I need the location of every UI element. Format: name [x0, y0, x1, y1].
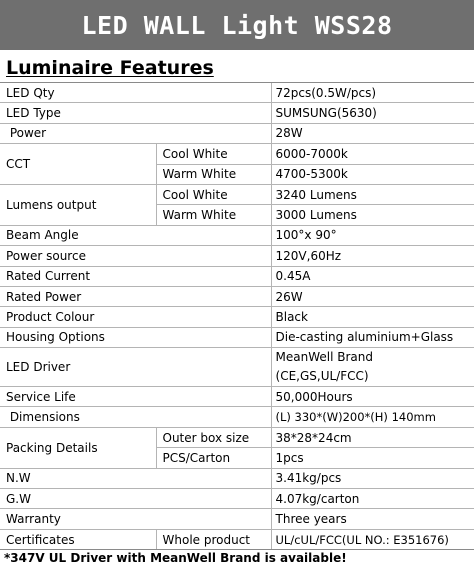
product-title: LED WALL Light WSS28: [81, 10, 393, 40]
spec-value: 120V,60Hz: [271, 246, 474, 266]
spec-value: 3.41kg/pcs: [271, 468, 474, 488]
spec-label: Warranty: [0, 509, 271, 529]
table-row: [0, 246, 474, 266]
spec-value: 38*28*24cm: [271, 427, 474, 447]
spec-value: Die-casting aluminium+Glass: [271, 327, 474, 347]
table-row: [0, 327, 474, 347]
table-row: [0, 83, 474, 103]
spec-label: Beam Angle: [0, 225, 271, 245]
spec-label: LED Type: [0, 103, 271, 123]
table-row: [0, 225, 474, 245]
spec-value: Black: [271, 307, 474, 327]
table-row: [0, 307, 474, 327]
spec-label: Lumens output: [0, 184, 156, 225]
table-row: [0, 468, 474, 488]
table-row: [0, 144, 474, 164]
table-row: [0, 387, 474, 407]
section-heading: Luminaire Features: [6, 57, 214, 79]
table-row: [0, 286, 474, 306]
driver-brand-line: MeanWell Brand: [275, 350, 373, 365]
spec-value: UL/cUL/FCC(UL NO.: E351676): [271, 529, 474, 549]
table-row: [0, 529, 474, 549]
spec-label: Rated Power: [0, 286, 271, 306]
spec-label: Certificates: [0, 529, 156, 549]
spec-label: Service Life: [0, 387, 271, 407]
spec-value: 100°x 90°: [271, 225, 474, 245]
spec-sublabel: Outer box size: [156, 427, 271, 447]
spec-sublabel: Whole product: [156, 529, 271, 549]
spec-value: 28W: [271, 123, 474, 143]
spec-value: 0.45A: [271, 266, 474, 286]
spec-value: 26W: [271, 286, 474, 306]
spec-sublabel: Warm White: [156, 205, 271, 225]
spec-label: Packing Details: [0, 427, 156, 468]
spec-label: G.W: [0, 489, 271, 509]
spec-value: SUMSUNG(5630): [271, 103, 474, 123]
table-row: [0, 348, 474, 387]
spec-sublabel: PCS/Carton: [156, 448, 271, 468]
spec-label: Power: [0, 123, 271, 143]
spec-label: Rated Current: [0, 266, 271, 286]
spec-value: Three years: [271, 509, 474, 529]
spec-value: (L) 330*(W)200*(H) 140mm: [271, 407, 474, 427]
title-banner: [0, 0, 474, 50]
spec-sublabel: Warm White: [156, 164, 271, 184]
table-row: [0, 123, 474, 143]
spec-label: Power source: [0, 246, 271, 266]
spec-label: Dimensions: [0, 407, 271, 427]
spec-value: 3240 Lumens: [271, 184, 474, 204]
table-row: [0, 266, 474, 286]
table-row: [0, 103, 474, 123]
table-row: [0, 407, 474, 427]
driver-cert-line: (CE,GS,UL/FCC): [275, 369, 369, 384]
spec-value: 4700-5300k: [271, 164, 474, 184]
spec-table: [0, 82, 474, 550]
spec-value: 1pcs: [271, 448, 474, 468]
spec-sublabel: Cool White: [156, 144, 271, 164]
footnote: *347V UL Driver with MeanWell Brand is available!: [4, 551, 347, 565]
table-row: [0, 509, 474, 529]
spec-label: LED Driver: [0, 348, 271, 387]
table-row: [0, 489, 474, 509]
spec-value: 4.07kg/carton: [271, 489, 474, 509]
spec-label: Housing Options: [0, 327, 271, 347]
spec-value: 50,000Hours: [271, 387, 474, 407]
table-row: [0, 184, 474, 204]
spec-label: LED Qty: [0, 83, 271, 103]
table-row: [0, 427, 474, 447]
spec-label: N.W: [0, 468, 271, 488]
spec-value: 6000-7000k: [271, 144, 474, 164]
spec-label: CCT: [0, 144, 156, 185]
spec-value: [271, 348, 474, 387]
spec-sublabel: Cool White: [156, 184, 271, 204]
spec-value: 72pcs(0.5W/pcs): [271, 83, 474, 103]
spec-label: Product Colour: [0, 307, 271, 327]
spec-value: 3000 Lumens: [271, 205, 474, 225]
